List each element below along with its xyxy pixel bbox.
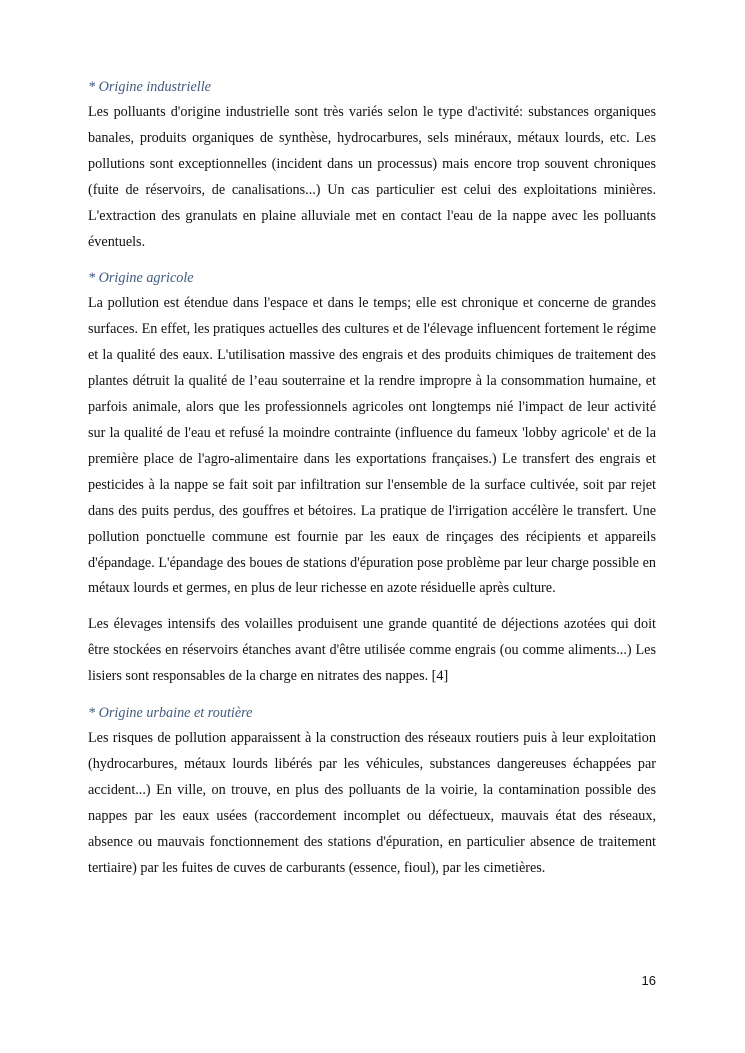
section-paragraph: Les polluants d'origine industrielle sont très variés selon le type d'activité: substances organiques banales, produits organiques de synthèse, hydrocarbures, sels minéraux, métaux lourds, etc. Les pollutions sont exceptionnelles (incident dans un processus) mais encore trop souvent chroniques (fuite de réservoirs, de canalisations...) Un cas particulier est celui des exploitations minières. L'extraction des granulats en plaine alluviale met en contact l'eau de la nappe avec les polluants éventuels. [88,104,656,250]
section-agricultural [88,265,656,690]
section-urban-road [88,700,656,881]
document-page [88,74,656,891]
section-heading: * Origine urbaine et routière [88,705,253,722]
section-heading: * Origine agricole [88,270,194,287]
section-paragraph: La pollution est étendue dans l'espace et dans le temps; elle est chronique et concerne de grandes surfaces. En effet, les pratiques actuelles des cultures et de l'élevage influencent fortement le régime et la qualité des eaux. L'utilisation massive des engrais et des produits chimiques de traitement des plantes détruit la qualité de l’eau souterraine et la rendre impropre à la consommation humaine, et parfois animale, alors que les professionnels agricoles ont longtemps nié l'impact de leur activité sur la qualité de l'eau et refusé la moindre contrainte (influence du fameux 'lobby agricole' et de la première place de l'agro-alimentaire dans les exportations françaises.) Le transfert des engrais et pesticides à la nappe se fait soit par infiltration sur l'ensemble de la surface cultivée, soit par rejet dans des puits perdus, des gouffres et bétoires. La pratique de l'irrigation accélère le transfert. Une pollution ponctuelle commune est fournie par les eaux de rinçages des récipients et appareils d'épandage. L'épandage des boues de stations d'épuration pose problème par leur charge possible en métaux lourds et germes, en plus de leur richesse en azote résiduelle après culture. [88,295,656,597]
section-industrial [88,74,656,255]
section-paragraph: Les élevages intensifs des volailles produisent une grande quantité de déjections azotées qui doit être stockées en réservoirs étanches avant d'être utilisée comme engrais (ou comme aliments...) Les lisiers sont responsables de la charge en nitrates des nappes. [4] [88,616,656,685]
section-heading: * Origine industrielle [88,79,211,95]
section-paragraph: Les risques de pollution apparaissent à la construction des réseaux routiers puis à leur exploitation (hydrocarbures, métaux lourds libérés par les véhicules, substances dangereuses échappées par accident...) En ville, on trouve, en plus des polluants de la voirie, la contamination possible des nappes par les eaux usées (raccordement incomplet ou défectueux, mauvais état des réseaux, absence ou mauvais fonctionnement des stations d'épuration, en particulier absence de traitement tertiaire) par les fuites de cuves de carburants (essence, fioul), par les cimetières. [88,730,656,876]
page-number: 16 [641,973,656,988]
